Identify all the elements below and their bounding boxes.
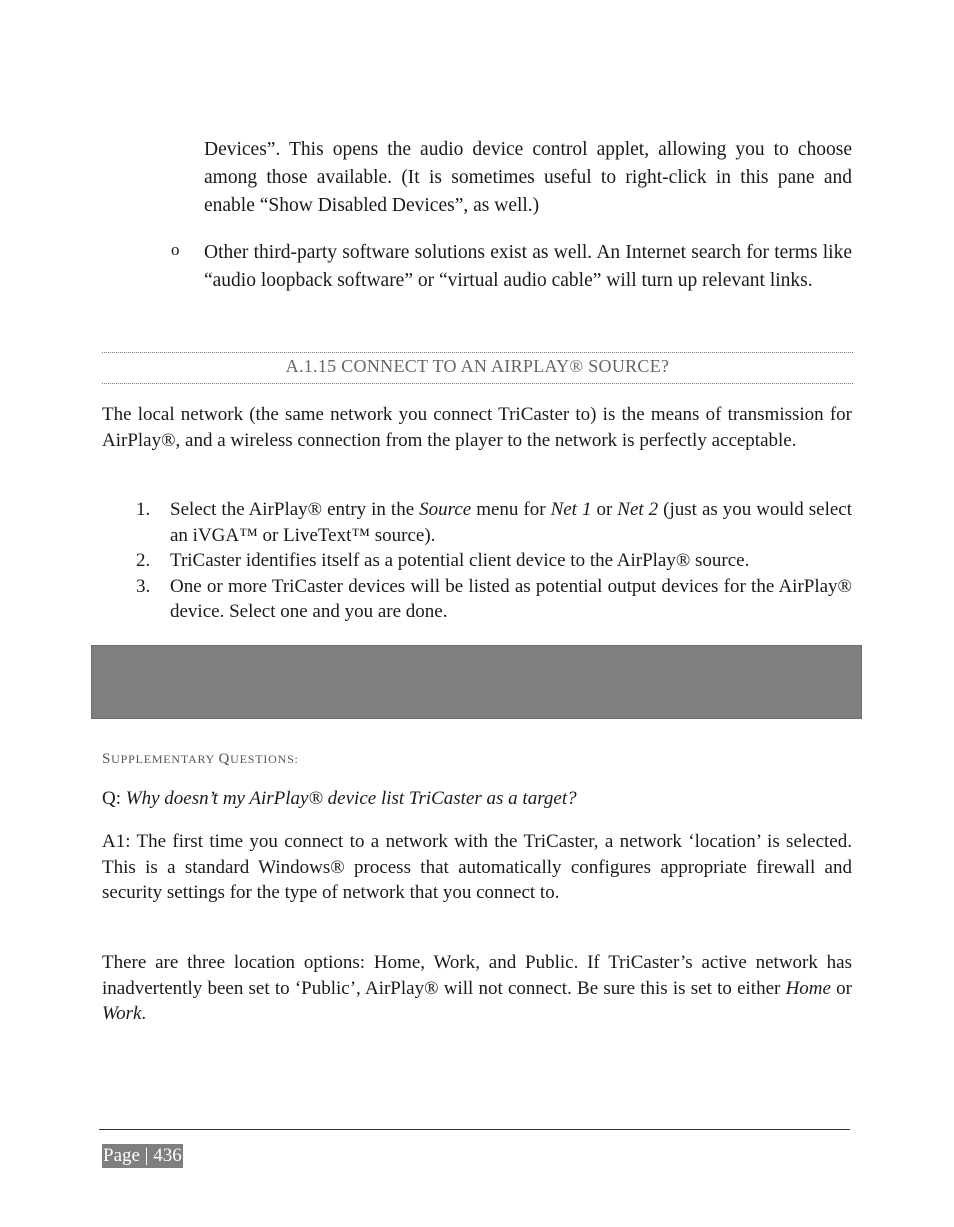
step-number: 3.: [136, 575, 151, 597]
step-text: TriCaster identifies itself as a potential client device to the AirPlay® source.: [170, 550, 750, 571]
supplementary-heading: SUPPLEMENTARY QUESTIONS:: [102, 751, 299, 767]
answer-paragraph-2: There are three location options: Home, Work, and Public. If TriCaster’s active network has inadvertently been set to ‘Public’, AirPlay® will not connect. Be sure this is set to either Home or Work.: [102, 952, 852, 1024]
list-item: [102, 574, 852, 625]
continued-paragraph: Devices”. This opens the audio device control applet, allowing you to choose among those available. (It is sometimes useful to right-click in this pane and enable “Show Disabled Devices”, as well.): [204, 139, 852, 216]
footer-rule: [99, 1129, 850, 1130]
question-line: Q: Why doesn’t my AirPlay® device list TriCaster as a target?: [102, 788, 577, 809]
answer-paragraph-1: A1: The first time you connect to a network with the TriCaster, a network ‘location’ is selected. This is a standard Windows® process that automatically configures appropriate firewall and security settings for the type of network that you connect to.: [102, 831, 852, 903]
section-heading: A.1.15 CONNECT TO AN AIRPLAY® SOURCE?: [285, 356, 670, 376]
heading-rule-top: [102, 352, 853, 353]
steps-list: [102, 497, 852, 625]
step-text: One or more TriCaster devices will be listed as potential output devices for the AirPlay® device. Select one and you are done.: [170, 575, 852, 622]
bullet-marker: o: [171, 240, 180, 259]
list-item: [102, 497, 852, 548]
grey-banner: [91, 645, 862, 719]
step-number: 2.: [136, 550, 151, 571]
page-number: Page | 436: [103, 1145, 182, 1166]
step-text: Select the AirPlay® entry in the Source menu for Net 1 or Net 2 (just as you would select an iVGA™ or LiveText™ source).: [170, 499, 853, 546]
list-item: [102, 548, 852, 574]
intro-paragraph: The local network (the same network you connect TriCaster to) is the means of transmission for AirPlay®, and a wireless connection from the player to the network is perfectly acceptable.: [102, 404, 852, 451]
bullet-paragraph: Other third-party software solutions exist as well. An Internet search for terms like “audio loopback software” or “virtual audio cable” will turn up relevant links.: [204, 242, 852, 291]
heading-rule-bottom: [102, 383, 853, 384]
step-number: 1.: [136, 499, 151, 520]
